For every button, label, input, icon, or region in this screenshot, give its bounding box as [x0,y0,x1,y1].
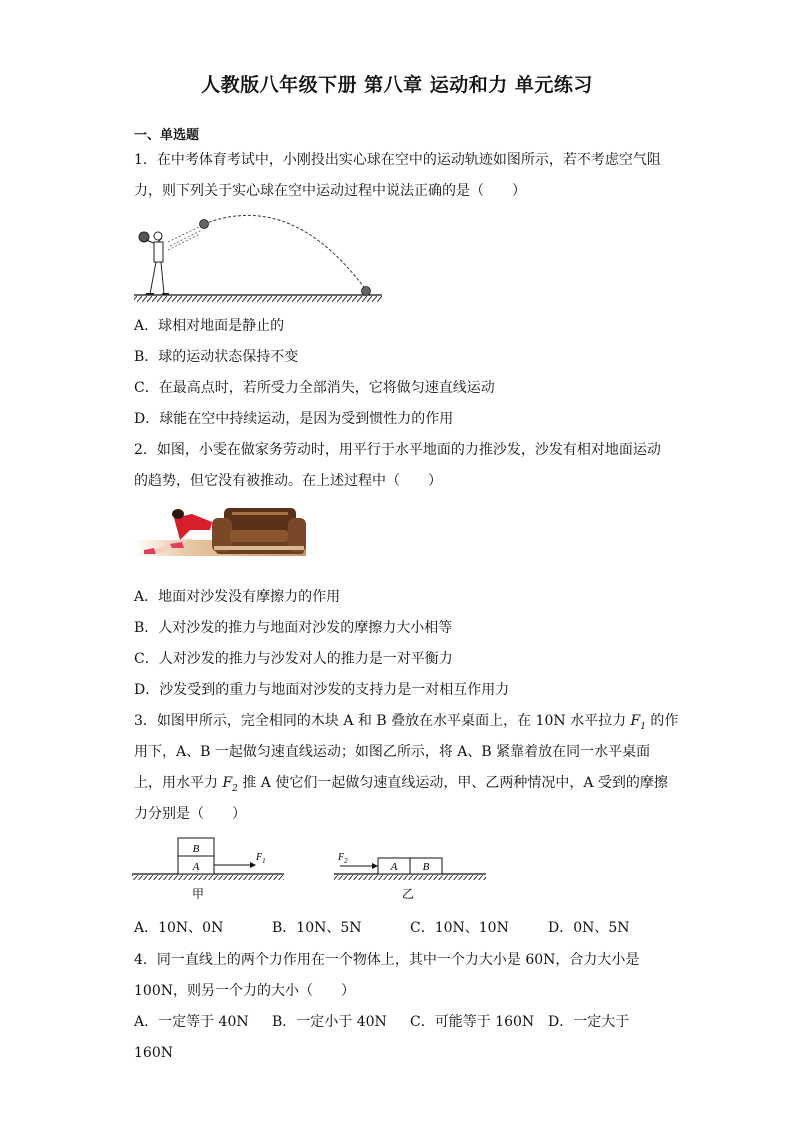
figure-jia [132,838,284,901]
force-f1-label: $F_1$ [256,852,266,865]
q3-figure-blocks [132,834,492,906]
block-b-label: B [422,861,430,873]
block-a-label: A [390,861,398,873]
q1-figure-shot-put-trajectory [132,212,384,304]
q4-option-d: D．一定大于 [548,1014,630,1030]
figure-label-yi: 乙 [402,887,415,901]
q2-option-a: A．地面对沙发没有摩擦力的作用 [134,589,341,605]
q4-option-c: C．可能等于 160N [410,1014,535,1030]
force-subscript: 2 [232,783,238,794]
q2-option-d: D．沙发受到的重力与地面对沙发的支持力是一对相互作用力 [134,682,510,698]
force-symbol: F [630,713,641,729]
q3-stem-line2: 用下，A、B 一起做匀速直线运动；如图乙所示，将 A、B 紧靠着放在同一水平桌面 [134,744,651,760]
q3-stem-line4: 力分别是（ ） [134,806,246,822]
q3-text: 3．如图甲所示，完全相同的木块 A 和 B 叠放在水平桌面上，在 10N 水平拉力 [134,713,631,729]
q3-text: 推 A 使它们一起做匀速直线运动，甲、乙两种情况中，A 受到的摩擦 [237,775,668,791]
q1-option-a: A．球相对地面是静止的 [134,318,285,334]
q3-options [134,918,630,938]
force-subscript: 1 [640,721,646,732]
q4-stem-line1: 4．同一直线上的两个力作用在一个物体上，其中一个力大小是 60N，合力大小是 [134,952,640,968]
q3-stem-line1 [134,711,678,737]
q2-stem-line2: 的趋势，但它没有被推动。在上述过程中（ ） [134,473,442,489]
q3-text: 上，用水平力 [134,775,223,791]
force-f2-label: $F_2$ [338,852,348,865]
q1-stem-line2: 力，则下列关于实心球在空中运动过程中说法正确的是（ ） [134,183,526,199]
q2-figure-pushing-sofa [134,500,306,566]
ball-release [200,220,209,229]
q4-options [134,1012,629,1032]
q4-option-a: A．一定等于 40N [134,1014,249,1030]
throw-line [168,234,200,250]
q2-option-b: B．人对沙发的推力与地面对沙发的摩擦力大小相等 [134,620,453,636]
page-title: 人教版八年级下册 第八章 运动和力 单元练习 [201,74,593,96]
block-a-label: A [192,861,200,873]
q4-stem-line2: 100N，则另一个力的大小（ ） [134,983,355,999]
q4-option-b: B．一定小于 40N [272,1014,387,1030]
figure-yi [334,852,486,901]
q2-stem-line1: 2．如图，小雯在做家务劳动时，用平行于水平地面的力推沙发，沙发有相对地面运动 [134,442,661,458]
q1-option-c: C．在最高点时，若所受力全部消失，它将做匀速直线运动 [134,380,495,396]
force-symbol: F [222,775,233,791]
q3-text: 的作 [645,713,679,729]
thrower-figure [139,232,169,294]
ball-landing [362,287,371,296]
sofa [212,508,306,554]
q3-option-b: B．10N、5N [272,920,362,936]
ground-hatch [134,296,382,302]
section-title: 一、单选题 [134,128,200,143]
trajectory-curve [204,215,366,290]
q1-option-d: D．球能在空中持续运动，是因为受到惯性力的作用 [134,411,454,427]
q1-stem-line1: 1．在中考体育考试中，小刚投出实心球在空中的运动轨迹如图所示，若不考虑空气阻 [134,152,661,168]
q3-option-d: D．0N、5N [548,920,630,936]
block-b-label: B [192,843,200,855]
q3-option-c: C．10N、10N [410,920,509,936]
q1-option-b: B．球的运动状态保持不变 [134,349,299,365]
q2-option-c: C．人对沙发的推力与沙发对人的推力是一对平衡力 [134,651,453,667]
throw-line [170,230,202,246]
throw-line [168,225,203,242]
figure-label-jia: 甲 [192,887,205,901]
q3-stem-line3 [134,773,668,799]
q3-option-a: A．10N、0N [134,920,224,936]
q4-option-d-wrap: 160N [134,1045,173,1061]
